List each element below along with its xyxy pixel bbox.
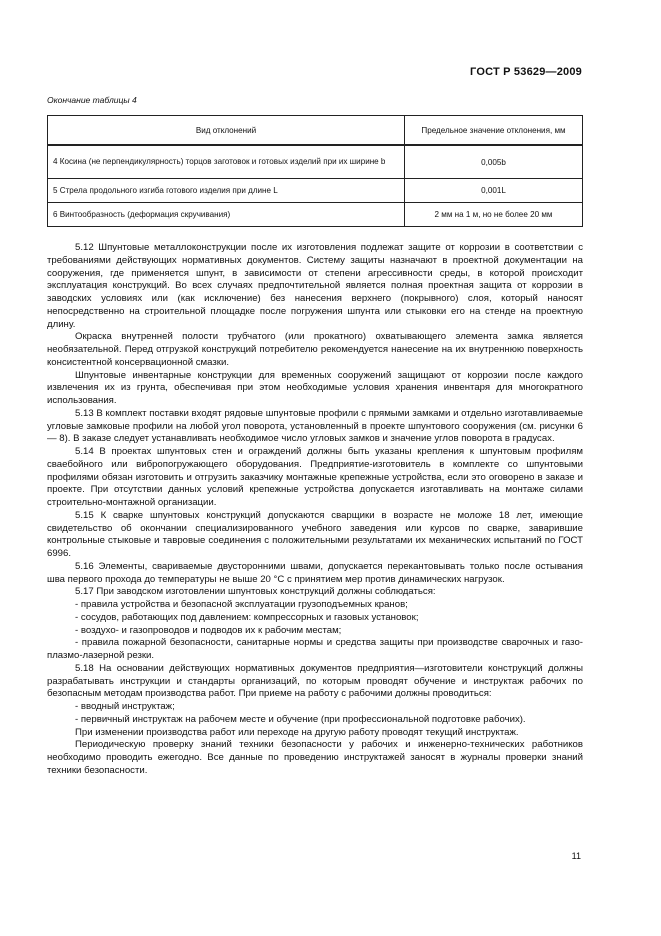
- paragraph: При изменении производства работ или переходе на другую работу проводят текущий инструктаж.: [75, 726, 519, 738]
- deviation-table: [47, 115, 583, 227]
- paragraph: Окраска внутренней полости трубчатого (или прокатного) охватывающего элемента замка является необязательной. Перед отгрузкой конструкций потребителю рекомендуется нанесение на их внутреннюю поверхность консистентной консервационной смазки.: [47, 331, 583, 368]
- table-row: [48, 145, 583, 179]
- paragraph-5-12: 5.12 Шпунтовые металлоконструкции после их изготовления подлежат защите от коррозии в соответствии с требованиями действующих нормативных документов. Систему защиты назначают в проектной документации на сооружения, где применяется шпунт, в зависимости от степени агрессивности среды, в которой происходит эксплуатация конструкций. Во всех случаях предпочтительной является полная проектная защита от коррозии в заводских условиях или (как исключение) без нанесения верхнего (покрывного) слоя, который наносят непосредственно на строительной площадке после погружения шпунта или стыковки его на стенде на проектную длину.: [47, 242, 583, 330]
- paragraph-5-15: 5.15 К сварке шпунтовых конструкций допускаются сварщики в возрасте не моложе 18 лет, имеющие свидетельство об окончании специализированного учебного заведения или курсов по сварке, заварившие контрольные стыковые и тавровые соединения с положительными результатами их механических испытаний по ГОСТ 6996.: [47, 509, 583, 559]
- list-item: - воздухо- и газопроводов и подводов их к рабочим местам;: [75, 624, 342, 636]
- table-cell-value: 0,005b: [405, 145, 583, 179]
- list-item: - вводный инструктаж;: [75, 701, 175, 712]
- list-item: - сосудов, работающих под давлением: компрессорных и газовых установок;: [75, 611, 419, 623]
- list-item: - правила пожарной безопасности, санитарные нормы и средства защиты при производстве сварочных и газо- плазмо-лазерной резки.: [47, 637, 583, 661]
- table-caption: Окончание таблицы 4: [47, 95, 137, 105]
- paragraph-5-16: 5.16 Элементы, свариваемые двусторонними швами, допускается перекантовывать только после остывания шва первого прохода до температуры не выше 20 °С с принятием мер против динамических нагрузок.: [47, 560, 583, 585]
- paragraph-5-13: 5.13 В комплект поставки входят рядовые шпунтовые профили с прямыми замками и отдельно изготавливаемые угловые замковые профили на любой угол поворота, установленный в проекте шпунтового сооружения (см. рисунки 6 — 8). В заказе следует устанавливать необходимое число угловых замков и значение углов поворота в градусах.: [47, 407, 583, 445]
- standard-code-header: ГОСТ Р 53629—2009: [470, 66, 582, 78]
- body-text: [47, 242, 583, 778]
- table-row: [48, 179, 583, 203]
- page-number: 11: [571, 851, 581, 861]
- table-row: [48, 203, 583, 227]
- list-item: - правила устройства и безопасной эксплуатации грузоподъемных кранов;: [75, 599, 408, 610]
- paragraph-5-17: 5.17 При заводском изготовлении шпунтовых конструкций должны соблюдаться:: [75, 586, 436, 598]
- table-cell-name: 4 Косина (не перпендикулярность) торцов заготовок и готовых изделий при их ширине b: [48, 145, 405, 179]
- table-cell-name: 6 Винтообразность (деформация скручивания): [48, 203, 405, 227]
- table-cell-name: 5 Стрела продольного изгиба готового изделия при длине L: [48, 179, 405, 203]
- table-header-row: [48, 116, 583, 146]
- paragraph: Периодическую проверку знаний техники безопасности у рабочих и инженерно-технических работников необходимо проводить ежегодно. Все данные по проведению инструктажей заносят в журналы проверки знаний техники безопасности.: [47, 739, 583, 776]
- table-cell-value: 0,001L: [405, 179, 583, 203]
- column-header-deviation-type: Вид отклонений: [48, 116, 405, 146]
- column-header-limit-value: Предельное значение отклонения, мм: [405, 116, 583, 146]
- paragraph-5-18: 5.18 На основании действующих нормативных документов предприятия—изготовители конструкций должны разрабатывать инструкции и стандарты организаций, по которым проводят обучение и инструктаж рабочих по безопасным методам производства работ. При приеме на работу с рабочими должны проводиться:: [47, 662, 583, 700]
- table-cell-value: 2 мм на 1 м, но не более 20 мм: [405, 203, 583, 227]
- paragraph: Шпунтовые инвентарные конструкции для временных сооружений защищают от коррозии после каждого извлечения их из грунта, обеспечивая при этом необходимые условия хранения инвентаря для многократного использования.: [47, 369, 583, 406]
- list-item: - первичный инструктаж на рабочем месте и обучение (при профессиональной подготовке рабочих).: [75, 713, 526, 725]
- paragraph-5-14: 5.14 В проектах шпунтовых стен и ограждений должны быть указаны крепления к шпунтовым профилям сваебойного или вибропогружающего оборудования. Предприятие-изготовитель в комплекте со шпунтовыми профилями обязан изготовить и отгрузить заказчику монтажные крепежные устройства, если это оговорено в заказе и проекте. При отсутствии данных условий крепежные устройства допускается изготавливать на монтаже силами строительно-монтажной организации.: [47, 446, 583, 508]
